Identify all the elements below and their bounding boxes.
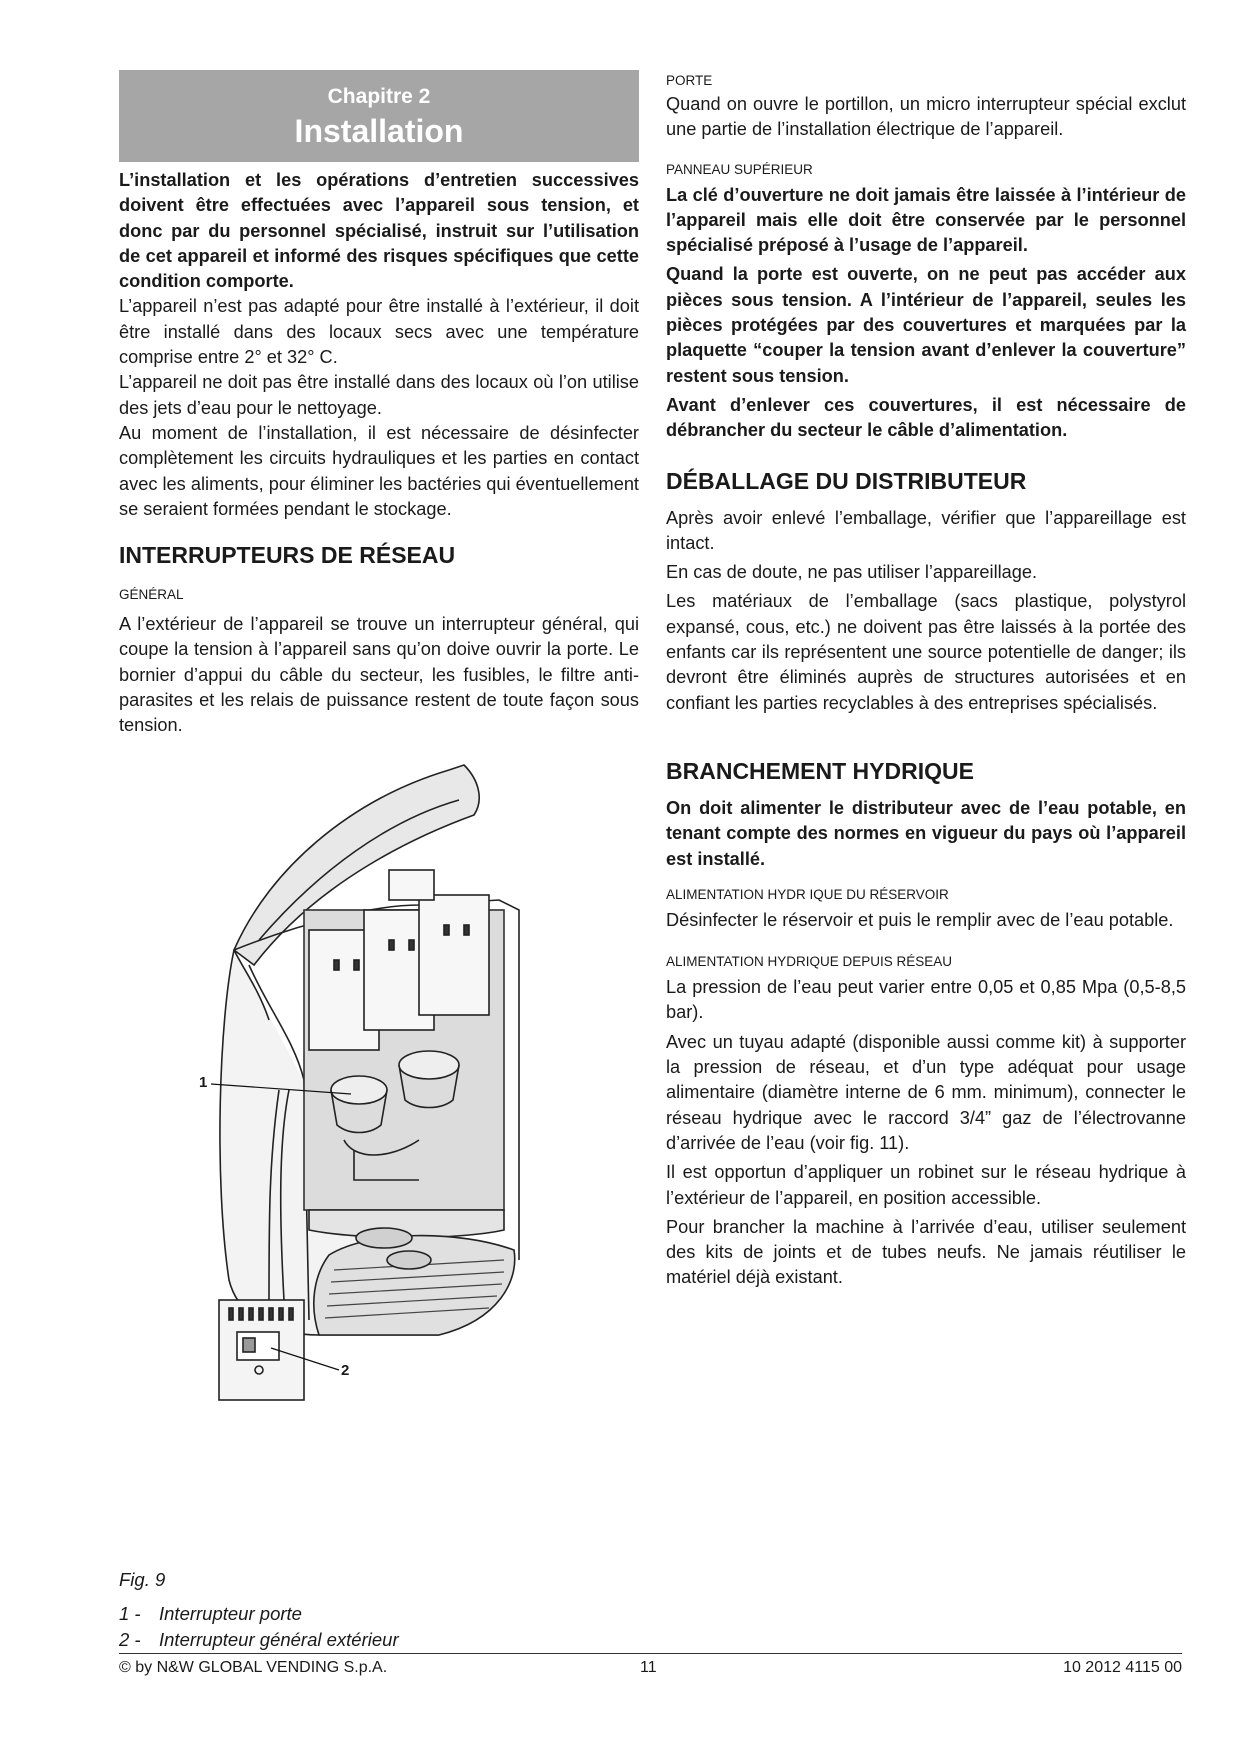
deballage-paragraph-2: En cas de doute, ne pas utiliser l’appareillage. (666, 562, 1038, 583)
section-heading-deballage: DÉBALLAGE DU DISTRIBUTEUR (666, 467, 1027, 494)
footer-divider (119, 1653, 1182, 1654)
caption-item-number: 1 - (119, 1603, 141, 1624)
subheading-alim-reservoir: ALIMENTATION HYDR IQUE DU RÉSERVOIR (666, 886, 949, 902)
deballage-paragraph-3: Les matériaux de l’emballage (sacs plastique, polystyrol expansé, cous, etc.) ne doivent pas être laissés à la portée des enfants car ils représentent une source potentielle de danger; ils devront être éliminés auprès de structures autorisées et en confiant les parties recyclables à des entreprises spécialisés. (666, 591, 1186, 713)
chapter-title: Installation (294, 113, 464, 149)
intro-paragraph-2: L’appareil ne doit pas être installé dans des locaux où l’on utilise des jets d’eau pour le nettoyage. (119, 372, 639, 418)
porte-paragraph: Quand on ouvre le portillon, un micro interrupteur spécial exclut une partie de l’installation électrique de l’appareil. (666, 94, 1186, 140)
chapter-number: Chapitre 2 (327, 85, 431, 108)
alim-reseau-paragraph-1: La pression de l’eau peut varier entre 0,05 et 0,85 Mpa (0,5-8,5 bar). (666, 977, 1186, 1023)
caption-item (119, 1601, 399, 1627)
footer-document-code: 10 2012 4115 00 (1063, 1659, 1182, 1676)
deballage-paragraph-1: Après avoir enlevé l’emballage, vérifier que l’appareillage est intact. (666, 507, 1186, 553)
panneau-paragraph-1: La clé d’ouverture ne doit jamais être laissée à l’intérieur de l’appareil mais elle doit être conservée par le personnel spécialisé préposé à l’usage de l’appareil. (666, 184, 1186, 256)
footer-copyright: © by N&W GLOBAL VENDING S.p.A. (119, 1659, 388, 1676)
caption-item (119, 1627, 399, 1653)
chapter-header (119, 70, 639, 162)
right-column (666, 72, 1186, 1291)
callout-1: 1 (199, 1074, 208, 1091)
caption-item-text: Interrupteur porte (159, 1603, 302, 1624)
caption-item-text: Interrupteur général extérieur (159, 1629, 399, 1650)
callout-2: 2 (341, 1362, 350, 1379)
subheading-alim-reseau: ALIMENTATION HYDRIQUE DEPUIS RÉSEAU (666, 954, 953, 970)
section-heading-branchement: BRANCHEMENT HYDRIQUE (666, 757, 974, 784)
intro-paragraph-3: Au moment de l’installation, il est nécessaire de désinfecter complètement les circuits hydrauliques et les parties en contact avec les aliments, pour éliminer les bactéries qui éventuellement se seraient formées pendant le stockage. (119, 422, 639, 519)
section-heading-interrupteurs: INTERRUPTEURS DE RÉSEAU (119, 542, 456, 569)
alim-reseau-paragraph-4: Pour brancher la machine à l’arrivée d’eau, utiliser seulement des kits de joints et de tubes neufs. Ne jamais réutiliser le matériel déjà existant. (666, 1216, 1186, 1288)
footer-page-number: 11 (640, 1659, 657, 1676)
subheading-general: GÉNÉRAL (119, 587, 184, 603)
intro-warning: L’installation et les opérations d’entretien successives doivent être effectuées avec l’appareil sous tension, et donc par du personnel spécialisé, instruit sur l’utilisation de cet appareil et informé des risques spécifiques que cette condition comporte. (119, 170, 639, 292)
left-column (119, 70, 639, 739)
subheading-porte: PORTE (666, 73, 713, 88)
figure-caption (119, 1567, 399, 1653)
caption-item-number: 2 - (119, 1629, 141, 1650)
vending-machine-illustration (119, 760, 639, 1560)
branchement-paragraph: On doit alimenter le distributeur avec de l’eau potable, en tenant compte des normes en vigueur du pays où l’appareil est installé. (666, 797, 1186, 869)
panneau-paragraph-3: Avant d’enlever ces couvertures, il est nécessaire de débrancher du secteur le câble d’alimentation. (666, 394, 1186, 441)
general-paragraph: A l’extérieur de l’appareil se trouve un interrupteur général, qui coupe la tension à l’appareil sans qu’on doive ouvrir la porte. Le bornier d’appui du câble du secteur, les fusibles, le filtre anti-parasites et les relais de puissance restent de toute façon sous tension. (119, 614, 639, 736)
panneau-paragraph-2: Quand la porte est ouverte, on ne peut pas accéder aux pièces sous tension. A l’intérieur de l’appareil, seules les pièces protégées par des couvertures et marquées par la plaquette “couper la tension avant d’enlever la couverture” restent sous tension. (666, 264, 1186, 386)
alim-reseau-paragraph-2: Avec un tuyau adapté (disponible aussi comme kit) à supporter la pression de réseau, et d’un type adéquat pour usage alimentaire (diamètre interne de 6 mm. minimum), connecter le réseau hydrique avec le raccord 3/4” gaz de l’électrovanne d’arrivée de l’eau (voir fig. 11). (666, 1031, 1186, 1153)
figure-label: Fig. 9 (119, 1569, 166, 1590)
subheading-panneau: PANNEAU SUPÉRIEUR (666, 161, 813, 177)
alim-reseau-paragraph-3: Il est opportun d’appliquer un robinet sur le réseau hydrique à l’extérieur de l’appareil, en position accessible. (666, 1162, 1186, 1208)
intro-paragraph-1: L’appareil n’est pas adapté pour être installé à l’extérieur, il doit être installé dans des locaux secs avec une température comprise entre 2° et 32° C. (119, 296, 639, 368)
alim-reservoir-paragraph: Désinfecter le réservoir et puis le remplir avec de l’eau potable. (666, 909, 1174, 930)
machine-figure (119, 760, 639, 1560)
